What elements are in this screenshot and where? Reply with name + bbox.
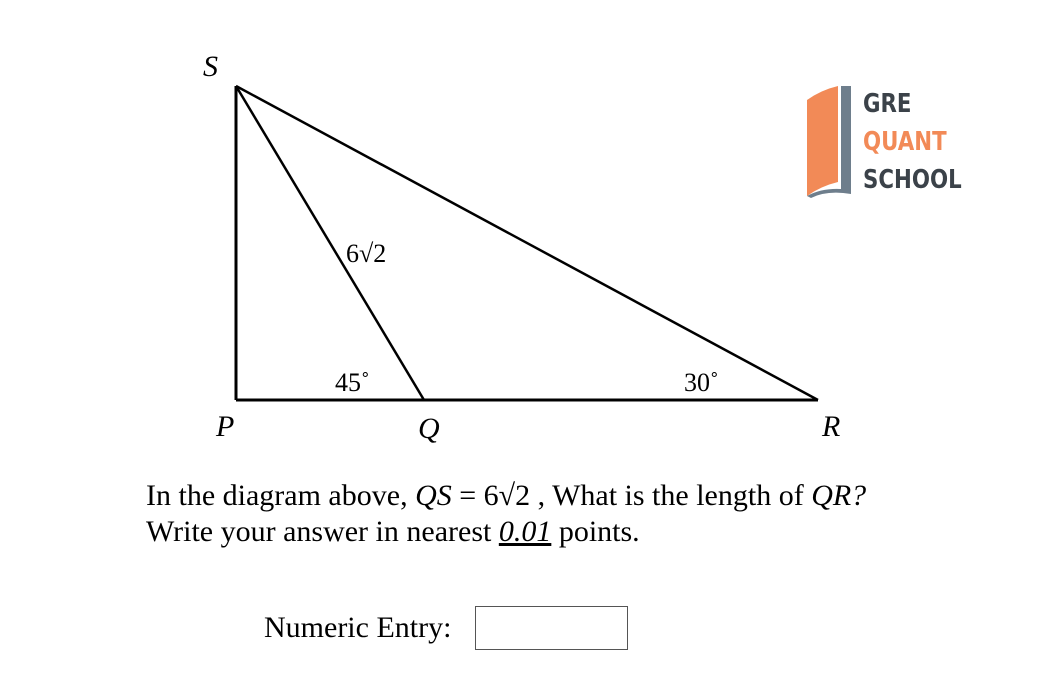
book-icon: [805, 86, 865, 198]
question-part-1: In the diagram above,: [146, 479, 416, 512]
question-part-4: points.: [551, 515, 640, 548]
question-qr: QR?: [811, 479, 867, 512]
side-sr: [236, 86, 818, 400]
question-line-1: [146, 478, 866, 514]
label-s: S: [203, 50, 218, 83]
question-line-2: [146, 514, 866, 550]
logo-text-gre: GRE: [863, 89, 912, 119]
numeric-entry-input[interactable]: [475, 606, 628, 650]
label-angle-q: 45˚: [335, 368, 370, 397]
numeric-entry-row: [264, 604, 628, 652]
logo-text-quant: QUANT: [863, 127, 947, 157]
gre-quant-school-logo: [805, 86, 975, 198]
question-qs: QS: [415, 479, 452, 512]
question-precision: 0.01: [498, 515, 552, 548]
segment-sq: [236, 86, 424, 400]
label-q: Q: [418, 412, 440, 445]
question-part-3: Write your answer in nearest: [146, 515, 499, 548]
question-text: [146, 478, 866, 550]
question-part-2: = 6√2 , What is the length of: [451, 479, 812, 512]
label-qs-length: 6√2: [346, 239, 387, 268]
label-r: R: [822, 410, 841, 443]
label-p: P: [216, 410, 235, 443]
label-angle-r: 30˚: [684, 368, 719, 397]
numeric-entry-label: Numeric Entry:: [264, 611, 452, 644]
logo-text-school: SCHOOL: [863, 165, 962, 195]
